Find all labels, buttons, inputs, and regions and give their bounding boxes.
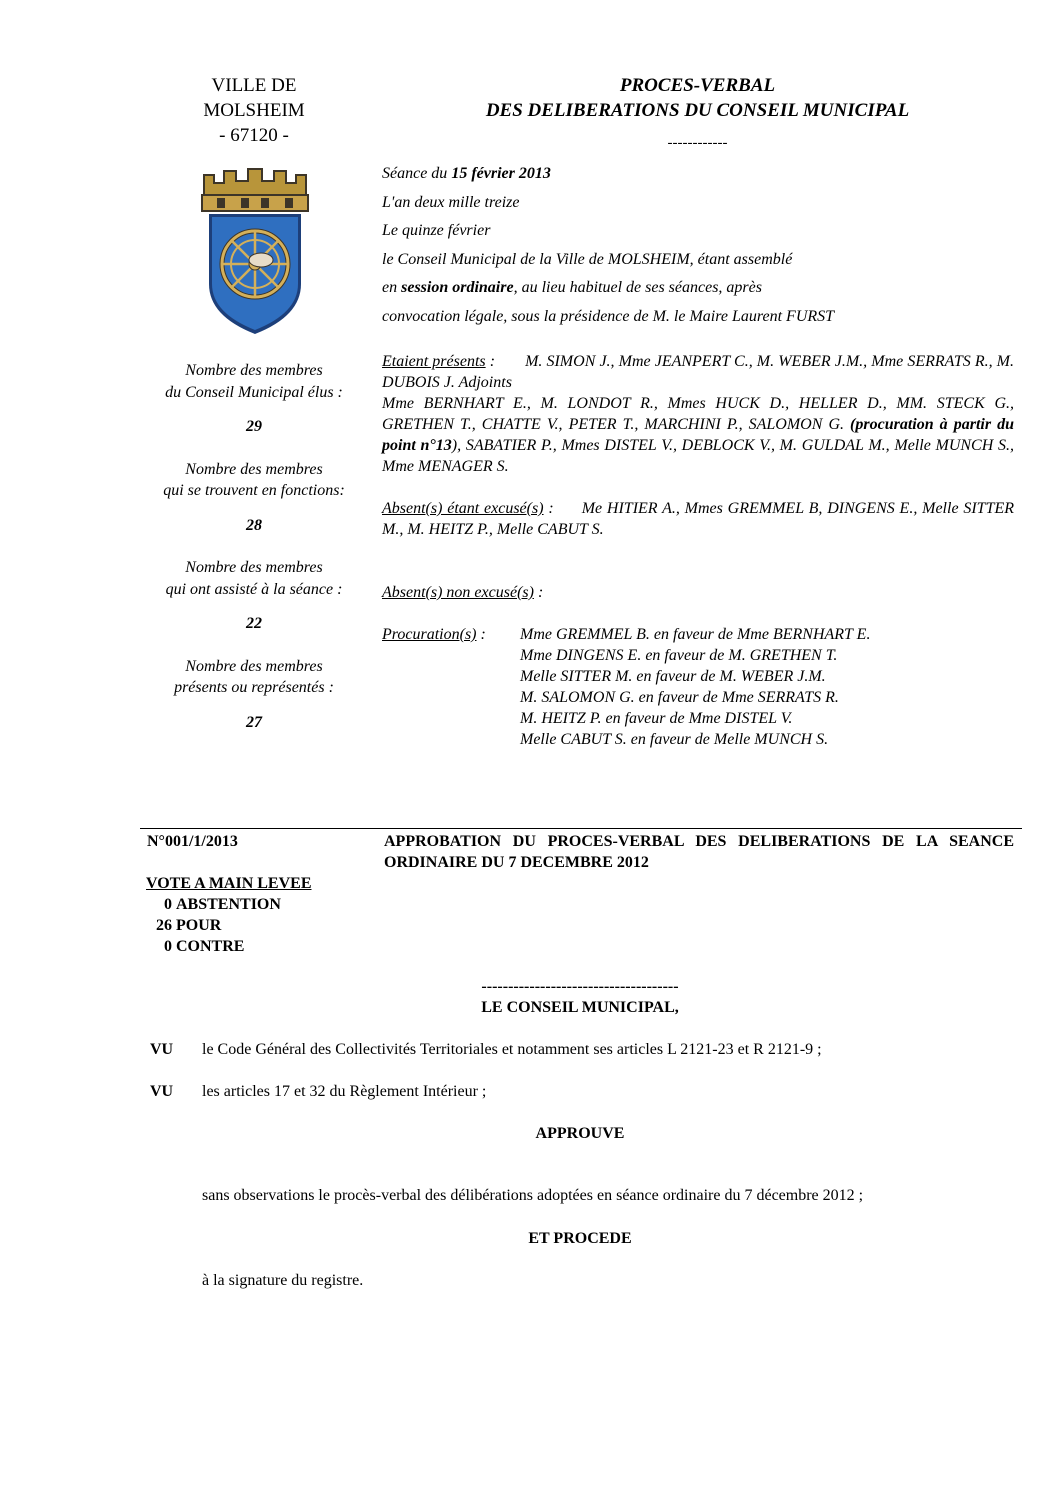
members-list-a: Mme BERNHART E., M. LONDOT R., Mmes HUCK D., HELLER D., MM. STECK G., GRETHEN T., CHATTE V., PETER T., MARCHINI P., SALOMON G.: [382, 395, 1014, 433]
wheel-icon: [222, 231, 288, 297]
stat-assistes: [150, 557, 358, 635]
session-assembly-line: le Conseil Municipal de la Ville de MOLSHEIM, étant assemblé: [382, 250, 793, 268]
proceeds-heading: ET PROCEDE: [528, 1230, 632, 1247]
stat-elus: [150, 360, 358, 438]
approves-heading: APPROUVE: [535, 1125, 625, 1142]
session-date-prefix: Séance du: [382, 165, 452, 182]
session-type-line: [382, 274, 1002, 303]
stat-value: 29: [246, 418, 262, 435]
stat-representes: [150, 656, 358, 734]
session-date: 15 février 2013: [451, 165, 551, 182]
council-heading: LE CONSEIL MUNICIPAL,: [481, 999, 679, 1016]
stat-label: Nombre des membres: [185, 362, 323, 379]
procurations-label: Procuration(s): [382, 626, 477, 643]
vu-text: le Code Général des Collectivités Territoriales et notamment ses articles L 2121-23 et R 2121-9 ;: [202, 1041, 822, 1058]
excused-list: Me HITIER A., Mmes GREMMEL B, DINGENS E., Melle SITTER M., M. HEITZ P., Melle CABUT S.: [382, 500, 1015, 538]
stat-value: 27: [246, 713, 262, 731]
crown-icon: [201, 168, 309, 212]
unexcused-colon: :: [533, 584, 544, 601]
vu-text: les articles 17 et 32 du Règlement Intérieur ;: [202, 1083, 487, 1100]
excused-paragraph: [382, 498, 1014, 540]
procuration-note: (procuration à partir du point n°13: [382, 416, 1014, 454]
excused-colon: :: [543, 500, 554, 517]
unexcused-label: Absent(s) non excusé(s): [382, 584, 534, 601]
title-line-2: DES DELIBERATIONS DU CONSEIL MUNICIPAL: [485, 100, 910, 121]
deliberation-number: N°001/1/2013: [147, 833, 238, 850]
presents-label: Etaient présents: [382, 353, 486, 370]
presents-colon: :: [485, 353, 496, 370]
vote-label: ABSTENTION: [176, 896, 281, 913]
session-details: [382, 160, 1002, 331]
members-paragraph: [382, 393, 1014, 477]
session-convocation-line: convocation légale, sous la présidence de M. le Maire Laurent FURST: [382, 307, 835, 325]
vote-row: [146, 915, 312, 936]
procuration-item: M. SALOMON G. en faveur de Mme SERRATS R.: [520, 689, 839, 706]
vu-label: VU: [150, 1083, 174, 1100]
session-type-suffix: , au lieu habituel de ses séances, après: [513, 279, 762, 296]
vote-row: [146, 936, 312, 957]
stat-label: Nombre des membres: [185, 559, 323, 576]
procuration-item: M. HEITZ P. en faveur de Mme DISTEL V.: [520, 710, 793, 727]
proceeds-text: à la signature du registre.: [202, 1272, 364, 1289]
body-separator: -------------------------------------: [481, 978, 679, 995]
stat-label: présents ou représentés :: [174, 679, 334, 696]
town-line-3: - 67120 -: [219, 125, 289, 146]
town-header: [150, 73, 358, 148]
excused-label: Absent(s) étant excusé(s): [382, 500, 544, 517]
procuration-item: Melle SITTER M. en faveur de M. WEBER J.M.: [520, 668, 826, 685]
town-line-2: MOLSHEIM: [203, 100, 305, 121]
procurations-label-wrap: [382, 624, 520, 750]
approves-text: sans observations le procès-verbal des délibérations adoptées en séance ordinaire du 7 décembre 2012 ;: [202, 1187, 864, 1204]
vote-count: 26: [156, 917, 172, 934]
members-list-b: ), SABATIER P., Mmes DISTEL V., DEBLOCK V., M. GULDAL M., Melle MUNCH S., Mme MENAGER S.: [382, 437, 1014, 475]
vote-count: 0: [164, 896, 172, 913]
title-separator: ------------: [667, 135, 728, 151]
document-title: [405, 73, 990, 123]
vu-label: VU: [150, 1041, 174, 1058]
stat-label: Nombre des membres: [185, 657, 323, 675]
session-date-line: [382, 160, 1002, 189]
presents-list: M. SIMON J., Mme JEANPERT C., M. WEBER J.M., Mme SERRATS R., M. DUBOIS J. Adjoints: [382, 353, 1015, 391]
coat-of-arms-icon: [195, 166, 315, 336]
stat-fonctions: [150, 459, 358, 537]
unexcused-paragraph: [382, 582, 1014, 603]
vote-heading: VOTE A MAIN LEVEE: [146, 875, 312, 892]
deliberation-title: APPROBATION DU PROCES-VERBAL DES DELIBERATIONS DE LA SEANCE ORDINAIRE DU 7 DECEMBRE 2012: [384, 833, 1014, 871]
presents-paragraph: [382, 351, 1014, 393]
stat-label: Nombre des membres: [185, 460, 323, 478]
vu-row-2: [150, 1081, 1010, 1102]
town-line-1: VILLE DE: [211, 75, 297, 96]
session-day-line: Le quinze février: [382, 222, 491, 239]
session-type: session ordinaire: [401, 279, 514, 296]
vu-row-1: [150, 1039, 1010, 1060]
session-type-prefix: en: [382, 279, 402, 296]
procuration-item: Melle CABUT S. en faveur de Melle MUNCH S.: [520, 731, 829, 748]
attendance-section: [382, 351, 1014, 750]
section-divider: [140, 828, 1022, 829]
procuration-item: Mme GREMMEL B. en faveur de Mme BERNHART E.: [520, 626, 871, 643]
stat-value: 22: [246, 615, 262, 632]
procurations-block: [382, 624, 1014, 750]
procurations-list: [520, 624, 870, 750]
procurations-colon: :: [476, 626, 486, 643]
session-year-line: L'an deux mille treize: [382, 193, 520, 211]
stat-label: du Conseil Municipal élus :: [165, 383, 343, 401]
vote-label: CONTRE: [176, 938, 245, 955]
stat-label: qui ont assisté à la séance :: [165, 580, 343, 598]
stat-label: qui se trouvent en fonctions:: [163, 482, 345, 499]
vote-block: [146, 873, 312, 957]
procuration-item: Mme DINGENS E. en faveur de M. GRETHEN T.: [520, 647, 838, 664]
vote-row: [146, 894, 312, 915]
title-line-1: PROCES-VERBAL: [619, 75, 776, 96]
stat-value: 28: [246, 516, 262, 534]
member-statistics: [150, 360, 358, 754]
vote-count: 0: [164, 938, 172, 955]
vote-label: POUR: [176, 917, 222, 934]
